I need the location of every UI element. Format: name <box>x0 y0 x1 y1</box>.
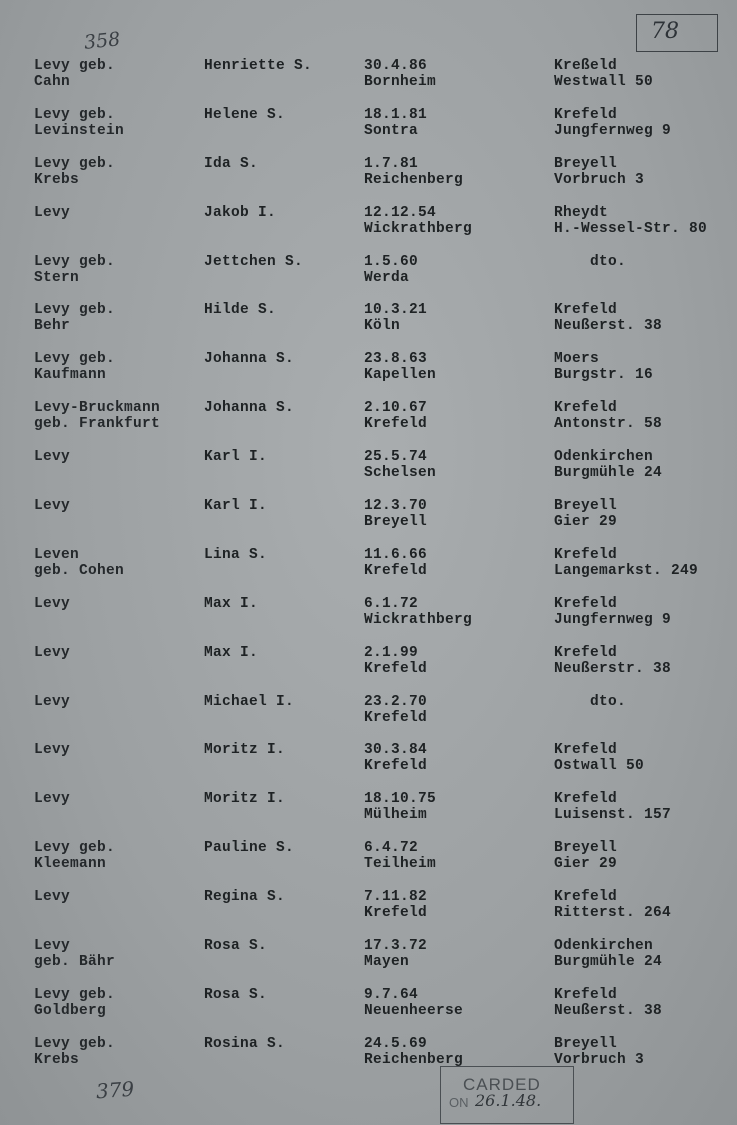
residence-city: Moers <box>554 351 600 368</box>
residence-city: Breyell <box>554 498 618 515</box>
birth-place: Wickrathberg <box>364 220 473 237</box>
surname-line1: Levy <box>34 938 71 955</box>
residence-city: Krefeld <box>554 400 618 417</box>
register-row <box>0 887 737 936</box>
surname-line1: Levy <box>34 204 71 221</box>
register-row <box>0 838 737 887</box>
residence-city: Breyell <box>554 1035 618 1052</box>
residence-street: Neußerst. 38 <box>554 318 663 335</box>
residence-street: Antonstr. 58 <box>554 416 663 433</box>
first-name: Helene S. <box>204 106 286 123</box>
surname-line2: geb. Cohen <box>34 562 125 579</box>
register-row <box>0 398 737 447</box>
birth-date: 2.1.99 <box>364 644 419 661</box>
first-name: Pauline S. <box>204 840 295 857</box>
surname-line1: Leven <box>34 546 80 563</box>
birth-place: Schelsen <box>364 465 437 482</box>
residence-city: Krefeld <box>554 889 618 906</box>
surname-line2: Kleemann <box>34 856 107 873</box>
surname-line1: Levy geb. <box>34 1035 116 1052</box>
residence-city: Krefeld <box>554 302 618 319</box>
stamp-date: 26.1.48. <box>475 1091 542 1110</box>
birth-date: 30.4.86 <box>364 58 428 74</box>
residence-street: Gier 29 <box>554 514 618 531</box>
birth-place: Werda <box>364 269 410 286</box>
register-row <box>0 56 737 105</box>
birth-place: Bornheim <box>364 74 437 90</box>
first-name: Moritz I. <box>204 791 286 808</box>
birth-date: 17.3.72 <box>364 938 428 955</box>
register-row <box>0 594 737 643</box>
birth-place: Mayen <box>364 954 410 971</box>
residence-city: Krefeld <box>554 546 618 563</box>
surname-line2: Stern <box>34 269 80 286</box>
residence-street: Gier 29 <box>554 856 618 873</box>
residence-city: Krefeld <box>554 106 618 123</box>
surname-line1: Levy <box>34 693 71 710</box>
register-row <box>0 936 737 985</box>
register-row <box>0 545 737 594</box>
first-name: Jakob I. <box>204 204 277 221</box>
handwritten-number-top: 358 <box>82 28 122 54</box>
birth-date: 1.5.60 <box>364 253 419 270</box>
birth-place: Köln <box>364 318 401 335</box>
birth-place: Reichenberg <box>364 171 464 188</box>
birth-place: Krefeld <box>364 660 428 677</box>
stamp-prefix: ON <box>449 1095 469 1110</box>
register-row <box>0 1034 737 1083</box>
residence-street: Burgmühle 24 <box>554 954 663 971</box>
surname-line1: Levy <box>34 791 71 808</box>
birth-place: Krefeld <box>364 905 428 922</box>
birth-date: 18.1.81 <box>364 106 428 123</box>
birth-date: 12.3.70 <box>364 498 428 515</box>
residence-street: Jungfernweg 9 <box>554 122 672 139</box>
surname-line1: Levy geb. <box>34 106 116 123</box>
residence-street: Jungfernweg 9 <box>554 611 672 628</box>
surname-line2: Levinstein <box>34 122 125 139</box>
first-name: Lina S. <box>204 546 268 563</box>
residence-city: Krefeld <box>554 595 618 612</box>
first-name: Ida S. <box>204 155 259 172</box>
surname-line2: geb. Bähr <box>34 954 116 971</box>
surname-line1: Levy geb. <box>34 840 116 857</box>
stamp-word: CARDED <box>463 1075 541 1094</box>
birth-place: Teilheim <box>364 856 437 873</box>
residence-city: Krefeld <box>554 986 618 1003</box>
surname-line2: Behr <box>34 318 71 335</box>
residence-city: Krefeld <box>554 791 618 808</box>
surname-line1: Levy geb. <box>34 58 116 74</box>
surname-line1: Levy <box>34 644 71 661</box>
first-name: Jettchen S. <box>204 253 304 270</box>
birth-date: 9.7.64 <box>364 986 419 1003</box>
residence-city: Krefeld <box>554 644 618 661</box>
birth-place: Reichenberg <box>364 1051 464 1068</box>
surname-line1: Levy-Bruckmann <box>34 400 161 417</box>
residence-street: Westwall 50 <box>554 74 654 90</box>
first-name: Max I. <box>204 595 259 612</box>
register-row <box>0 349 737 398</box>
birth-date: 30.3.84 <box>364 742 428 759</box>
birth-date: 11.6.66 <box>364 546 428 563</box>
first-name: Hilde S. <box>204 302 277 319</box>
birth-date: 23.8.63 <box>364 351 428 368</box>
residence-city: Odenkirchen <box>554 449 654 466</box>
birth-date: 2.10.67 <box>364 400 428 417</box>
residence-street: Ostwall 50 <box>554 758 645 775</box>
residence-street: Vorbruch 3 <box>554 1051 645 1068</box>
birth-place: Krefeld <box>364 416 428 433</box>
surname-line1: Levy <box>34 449 71 466</box>
birth-date: 25.5.74 <box>364 449 428 466</box>
residence-street: Neußerst. 38 <box>554 1002 663 1019</box>
surname-line2: Goldberg <box>34 1002 107 1019</box>
birth-date: 1.7.81 <box>364 155 419 172</box>
residence-city: Odenkirchen <box>554 938 654 955</box>
birth-date: 7.11.82 <box>364 889 428 906</box>
register-row <box>0 643 737 692</box>
page-number: 78 <box>651 19 679 44</box>
register-row <box>0 789 737 838</box>
surname-line1: Levy geb. <box>34 986 116 1003</box>
residence-city: Krefeld <box>554 742 618 759</box>
birth-place: Kapellen <box>364 367 437 384</box>
register-list <box>0 56 737 1083</box>
first-name: Johanna S. <box>204 351 295 368</box>
birth-place: Krefeld <box>364 709 428 726</box>
residence-city: dto. <box>590 693 627 710</box>
handwritten-number-bottom: 379 <box>95 1076 135 1104</box>
first-name: Henriette S. <box>204 58 313 74</box>
birth-place: Mülheim <box>364 807 428 824</box>
register-row <box>0 252 737 301</box>
surname-line1: Levy <box>34 742 71 759</box>
first-name: Max I. <box>204 644 259 661</box>
residence-street: H.-Wessel-Str. 80 <box>554 220 708 237</box>
residence-street: Neußerstr. 38 <box>554 660 672 677</box>
residence-city: dto. <box>590 253 627 270</box>
surname-line1: Levy geb. <box>34 302 116 319</box>
first-name: Rosina S. <box>204 1035 286 1052</box>
surname-line1: Levy <box>34 595 71 612</box>
residence-street: Ritterst. 264 <box>554 905 672 922</box>
carded-stamp <box>440 1066 574 1124</box>
first-name: Regina S. <box>204 889 286 906</box>
first-name: Moritz I. <box>204 742 286 759</box>
first-name: Michael I. <box>204 693 295 710</box>
birth-date: 6.1.72 <box>364 595 419 612</box>
register-row <box>0 447 737 496</box>
birth-date: 18.10.75 <box>364 791 437 808</box>
register-row <box>0 300 737 349</box>
birth-date: 24.5.69 <box>364 1035 428 1052</box>
residence-city: Rheydt <box>554 204 609 221</box>
birth-place: Neuenheerse <box>364 1002 464 1019</box>
register-row <box>0 496 737 545</box>
first-name: Johanna S. <box>204 400 295 417</box>
surname-line2: geb. Frankfurt <box>34 416 161 433</box>
birth-place: Breyell <box>364 514 428 531</box>
residence-city: Breyell <box>554 155 618 172</box>
surname-line1: Levy geb. <box>34 351 116 368</box>
register-row <box>0 740 737 789</box>
surname-line2: Krebs <box>34 171 80 188</box>
register-row <box>0 985 737 1034</box>
surname-line2: Kaufmann <box>34 367 107 384</box>
residence-street: Langemarkst. 249 <box>554 562 699 579</box>
birth-date: 10.3.21 <box>364 302 428 319</box>
residence-street: Luisenst. 157 <box>554 807 672 824</box>
surname-line2: Cahn <box>34 74 71 90</box>
register-row <box>0 203 737 252</box>
register-row <box>0 154 737 203</box>
residence-city: Breyell <box>554 840 618 857</box>
residence-street: Vorbruch 3 <box>554 171 645 188</box>
surname-line1: Levy geb. <box>34 253 116 270</box>
register-row <box>0 105 737 154</box>
register-row <box>0 692 737 741</box>
residence-street: Burgmühle 24 <box>554 465 663 482</box>
first-name: Rosa S. <box>204 986 268 1003</box>
surname-line2: Krebs <box>34 1051 80 1068</box>
first-name: Karl I. <box>204 449 268 466</box>
page-number-box <box>636 14 718 52</box>
birth-date: 12.12.54 <box>364 204 437 221</box>
birth-place: Wickrathberg <box>364 611 473 628</box>
first-name: Karl I. <box>204 498 268 515</box>
surname-line1: Levy <box>34 889 71 906</box>
surname-line1: Levy geb. <box>34 155 116 172</box>
residence-city: Kreßeld <box>554 58 618 74</box>
birth-place: Krefeld <box>364 562 428 579</box>
birth-date: 23.2.70 <box>364 693 428 710</box>
residence-street: Burgstr. 16 <box>554 367 654 384</box>
first-name: Rosa S. <box>204 938 268 955</box>
birth-date: 6.4.72 <box>364 840 419 857</box>
birth-place: Sontra <box>364 122 419 139</box>
surname-line1: Levy <box>34 498 71 515</box>
birth-place: Krefeld <box>364 758 428 775</box>
